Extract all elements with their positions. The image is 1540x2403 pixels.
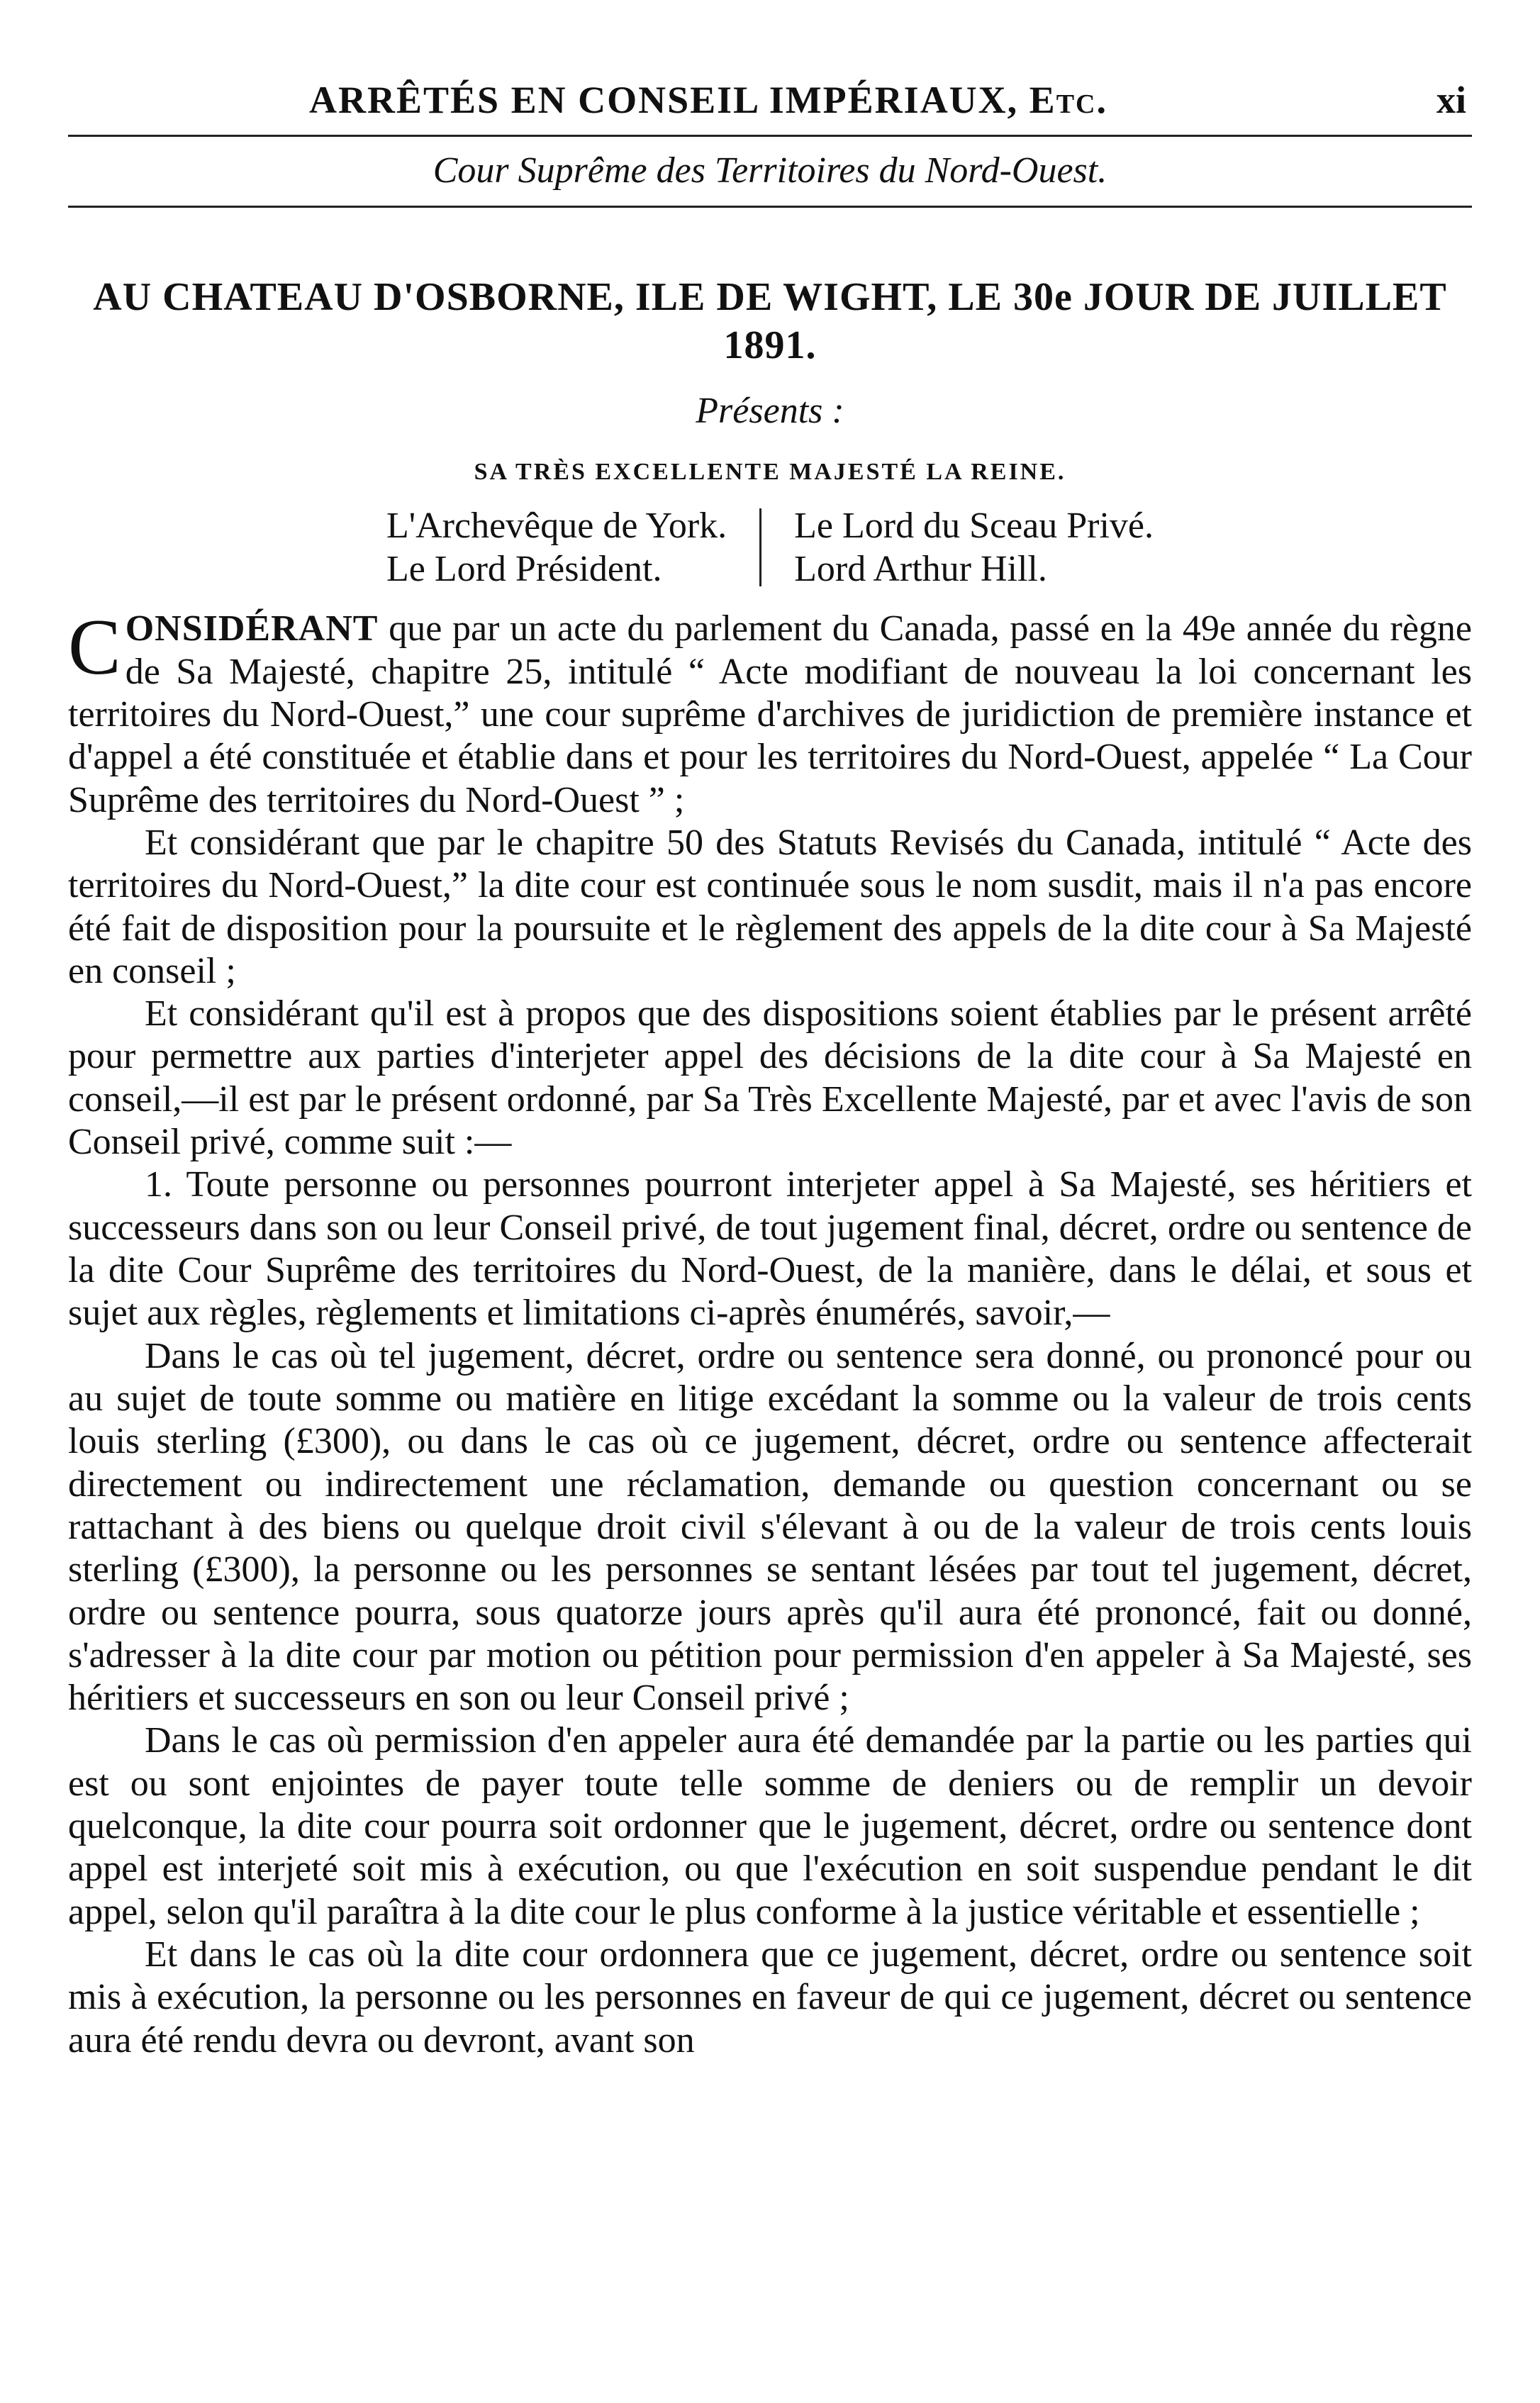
paragraph: Et considérant qu'il est à propos que des dispositions soient établies par le présent arrêté pour permettre aux parties d'interjeter appel des décisions de la dite cour à Sa Majesté en conseil,—il est par le présent ordonné, par Sa Très Excellente Majesté, par et avec l'avis de son Conseil privé, comme suit :— [68,993,1472,1163]
council-member: Le Lord Président. [386,548,662,589]
order-body [68,603,1472,2062]
paragraph: Et considérant que par le chapitre 50 des Statuts Revisés du Canada, intitulé “ Acte des territoires du Nord-Ouest,” la dite cour est continuée sous le nom susdit, mais il n'a pas encore été fait de disposition pour la poursuite et le règlement des appels de la dite cour à Sa Majesté en conseil ; [68,822,1472,991]
document-page [68,50,1472,2062]
presents-label: Présents : [696,390,844,431]
paragraph: 1. Toute personne ou personnes pourront interjeter appel à Sa Majesté, ses héritiers et successeurs dans son ou leur Conseil privé, de tout jugement final, décret, ordre ou sentence de la dite Cour Suprême des territoires du Nord-Ouest, de la manière, dans le délai, et sous et sujet aux règles, règlements et limitations ci-après énumérés, savoir,— [68,1164,1472,1334]
page-header [68,50,1472,135]
queen-line: SA TRÈS EXCELLENTE MAJESTÉ LA REINE. [474,458,1066,485]
paragraph: Et dans le cas où la dite cour ordonnera que ce jugement, décret, ordre ou sentence soit mis à exécution, la personne ou les personnes en faveur de qui ce jugement, décret ou sentence aura été rendu devra ou devront, avant son [68,1934,1472,2061]
order-title: AU CHATEAU D'OSBORNE, ILE DE WIGHT, LE 30e JOUR DE JUILLET 1891. [93,275,1447,368]
drop-cap: C [68,603,121,692]
section-subheading: Cour Suprême des Territoires du Nord-Ouest. [433,150,1107,191]
council-members [68,504,1472,591]
paragraph: Dans le cas où permission d'en appeler aura été demandée par la partie ou les parties qui est ou sont enjointes de payer toute telle somme de deniers ou de remplir un devoir quelconque, la dite cour pourra soit ordonner que le jugement, décret, ordre ou sentence dont appel est interjeté soit mis à exécution, ou que l'exécution en soit suspendue pendant le dit appel, selon qu'il paraîtra à la dite cour le plus conforme à la justice véritable et essentielle ; [68,1720,1472,1932]
paragraph: Dans le cas où tel jugement, décret, ordre ou sentence sera donné, ou prononcé pour ou au sujet de toute somme ou matière en litige excédant la somme ou la valeur de trois cents louis sterling (£300), ou dans le cas où ce jugement, décret, ordre ou sentence affecterait directement ou indirectement une réclamation, demande ou question concernant ou se rattachant à des biens ou quelque droit civil s'élevant à ou de la valeur de trois cents louis sterling (£300), la personne ou les personnes se sentant lésées par tout tel jugement, décret, ordre ou sentence pourra, sous quatorze jours après qu'il aura été prononcé, fait ou donné, s'adresser à la dite cour par motion ou pétition pour permission d'en appeler à Sa Majesté, ses héritiers et successeurs en son ou leur Conseil privé ; [68,1335,1472,1719]
running-title: ARRÊTÉS EN CONSEIL IMPÉRIAUX, Etc. [309,79,1107,121]
council-right-column [761,504,1186,591]
page-number: xi [1436,79,1466,121]
paragraph-text: que par un acte du parlement du Canada, passé en la 49e année du règne de Sa Majesté, chapitre 25, intitulé “ Acte modifiant de nouveau la loi concernant les territoires du Nord-Ouest,” une cour suprême d'archives de juridiction de première instance et d'appel a été constituée et établie dans et pour les territoires du Nord-Ouest, appelée “ La Cour Suprême des territoires du Nord-Ouest ” ; [68,608,1472,820]
lead-word: ONSIDÉRANT [125,608,379,649]
subheading-rule [68,206,1472,208]
council-left-column [354,504,759,591]
paragraph-considerant [68,603,1472,822]
council-member: Le Lord du Sceau Privé. [794,505,1154,546]
council-member: Lord Arthur Hill. [794,548,1047,589]
council-member: L'Archevêque de York. [386,505,727,546]
